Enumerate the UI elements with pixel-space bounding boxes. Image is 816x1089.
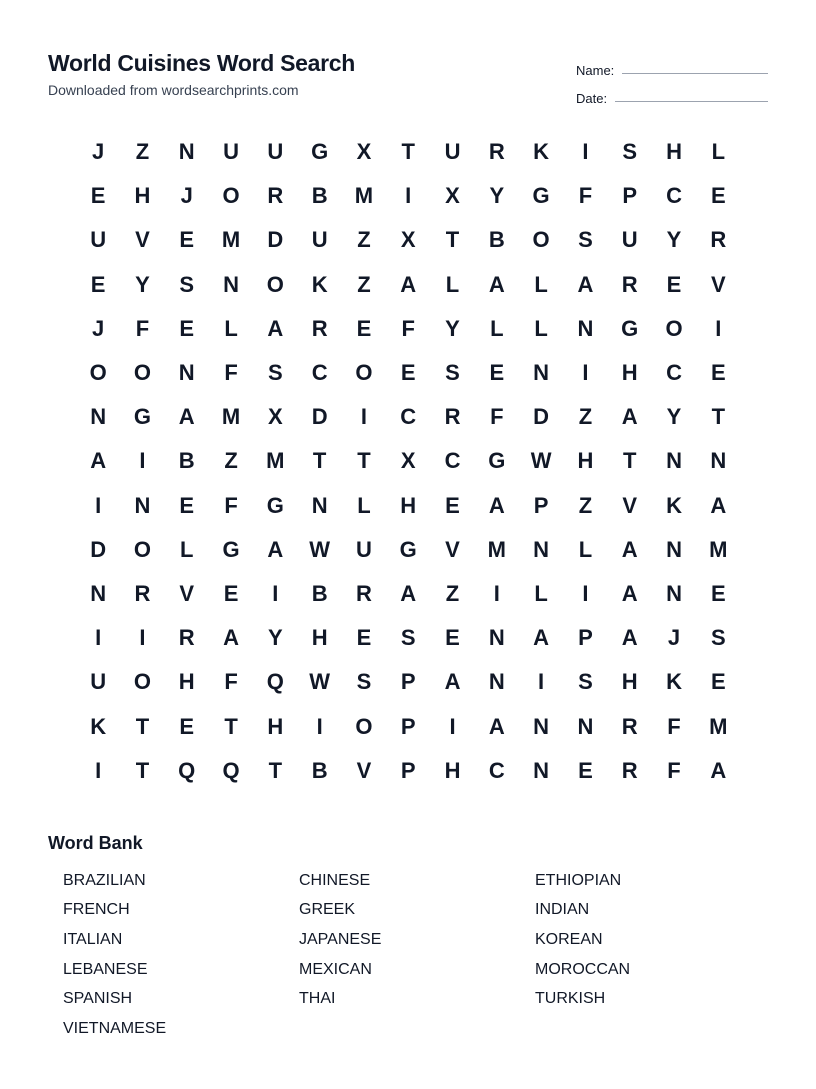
- grid-cell[interactable]: L: [180, 536, 194, 562]
- grid-cell[interactable]: J: [92, 139, 105, 165]
- grid-cell[interactable]: O: [133, 536, 151, 562]
- grid-cell[interactable]: E: [179, 315, 195, 341]
- grid-cell[interactable]: Z: [578, 492, 593, 518]
- grid-cell[interactable]: C: [400, 404, 417, 430]
- grid-cell[interactable]: A: [178, 404, 195, 430]
- grid-cell[interactable]: U: [223, 139, 239, 165]
- grid-cell[interactable]: U: [90, 669, 107, 695]
- grid-cell[interactable]: G: [222, 536, 240, 562]
- grid-cell[interactable]: F: [667, 757, 681, 783]
- grid-cell[interactable]: E: [710, 580, 726, 606]
- grid-cell[interactable]: O: [222, 183, 240, 209]
- grid-cell[interactable]: Z: [357, 227, 371, 253]
- grid-cell[interactable]: L: [534, 315, 548, 341]
- grid-cell[interactable]: X: [400, 448, 416, 474]
- grid-cell[interactable]: I: [582, 139, 589, 165]
- grid-cell[interactable]: H: [621, 669, 638, 695]
- grid-cell[interactable]: O: [355, 360, 373, 386]
- grid-cell[interactable]: N: [311, 492, 328, 518]
- grid-cell[interactable]: E: [356, 315, 372, 341]
- grid-cell[interactable]: A: [710, 757, 727, 783]
- grid-cell[interactable]: M: [354, 183, 374, 209]
- grid-cell[interactable]: E: [710, 360, 726, 386]
- grid-cell[interactable]: H: [134, 183, 151, 209]
- grid-cell[interactable]: E: [90, 271, 106, 297]
- grid-cell[interactable]: R: [267, 183, 284, 209]
- grid-cell[interactable]: A: [621, 404, 638, 430]
- word-bank-item: JAPANESE: [299, 930, 382, 948]
- grid-cell[interactable]: E: [223, 580, 239, 606]
- grid-cell[interactable]: T: [135, 713, 150, 739]
- grid-cell[interactable]: R: [621, 713, 638, 739]
- grid-cell[interactable]: D: [311, 404, 328, 430]
- word-bank-item: INDIAN: [535, 901, 590, 919]
- grid-cell[interactable]: H: [178, 669, 195, 695]
- grid-cell[interactable]: N: [90, 404, 107, 430]
- grid-cell[interactable]: X: [400, 227, 416, 253]
- grid-cell[interactable]: O: [133, 669, 151, 695]
- grid-cell[interactable]: L: [224, 315, 238, 341]
- grid-cell[interactable]: N: [666, 580, 682, 606]
- grid-cell[interactable]: Z: [357, 271, 371, 297]
- grid-cell[interactable]: I: [405, 183, 412, 209]
- grid-cell[interactable]: K: [666, 492, 682, 518]
- grid-cell[interactable]: M: [709, 713, 728, 739]
- grid-cell[interactable]: G: [532, 183, 550, 209]
- grid-cell[interactable]: I: [139, 448, 146, 474]
- grid-cell[interactable]: U: [90, 227, 107, 253]
- grid-cell[interactable]: Y: [267, 625, 283, 651]
- grid-cell[interactable]: Q: [222, 757, 240, 783]
- grid-cell[interactable]: E: [179, 227, 195, 253]
- grid-cell[interactable]: Z: [445, 580, 460, 606]
- grid-cell[interactable]: Y: [135, 271, 150, 297]
- grid-cell[interactable]: M: [221, 227, 241, 253]
- grid-cell[interactable]: R: [621, 757, 638, 783]
- grid-cell[interactable]: B: [311, 580, 328, 606]
- grid-cell[interactable]: V: [445, 536, 460, 562]
- word-bank-title: Word Bank: [48, 833, 143, 853]
- grid-cell[interactable]: G: [133, 404, 151, 430]
- grid-cell[interactable]: E: [179, 492, 195, 518]
- grid-cell[interactable]: O: [665, 315, 683, 341]
- grid-cell[interactable]: U: [267, 139, 284, 165]
- grid-cell[interactable]: Q: [266, 669, 284, 695]
- grid-cell[interactable]: K: [90, 713, 107, 739]
- grid-cell[interactable]: I: [272, 580, 279, 606]
- grid-cell[interactable]: E: [445, 492, 460, 518]
- grid-cell[interactable]: A: [488, 492, 505, 518]
- grid-cell[interactable]: T: [401, 139, 415, 165]
- grid-cell[interactable]: L: [578, 536, 593, 562]
- letter-grid[interactable]: [76, 130, 740, 793]
- grid-cell[interactable]: N: [223, 271, 239, 297]
- word-bank-item: THAI: [299, 990, 336, 1008]
- grid-cell[interactable]: A: [400, 580, 417, 606]
- grid-cell[interactable]: I: [493, 580, 500, 606]
- grid-cell[interactable]: I: [582, 580, 589, 606]
- grid-cell[interactable]: C: [444, 448, 461, 474]
- grid-cell[interactable]: U: [444, 139, 461, 165]
- grid-cell[interactable]: G: [311, 139, 329, 165]
- grid-cell[interactable]: T: [224, 713, 238, 739]
- grid-cell[interactable]: R: [710, 227, 727, 253]
- grid-cell[interactable]: B: [488, 227, 505, 253]
- grid-cell[interactable]: V: [356, 757, 372, 783]
- grid-cell[interactable]: I: [449, 713, 456, 739]
- grid-cell[interactable]: Z: [135, 139, 150, 165]
- grid-cell[interactable]: X: [445, 183, 460, 209]
- grid-cell[interactable]: O: [266, 271, 284, 297]
- grid-cell[interactable]: T: [711, 404, 726, 430]
- grid-cell[interactable]: P: [400, 669, 416, 695]
- word-bank-item: FRENCH: [63, 901, 130, 919]
- word-bank-item: ITALIAN: [63, 930, 123, 948]
- grid-cell[interactable]: L: [534, 580, 548, 606]
- grid-cell[interactable]: I: [582, 360, 589, 386]
- grid-cell[interactable]: E: [710, 669, 726, 695]
- grid-cell[interactable]: I: [715, 315, 722, 341]
- grid-cell[interactable]: I: [95, 492, 102, 518]
- grid-cell[interactable]: K: [311, 271, 328, 297]
- page-subtitle: Downloaded from wordsearchprints.com: [48, 82, 299, 98]
- name-line[interactable]: [622, 73, 768, 74]
- grid-cell[interactable]: M: [221, 404, 241, 430]
- grid-cell[interactable]: N: [666, 536, 682, 562]
- grid-cell[interactable]: L: [534, 271, 548, 297]
- grid-cell[interactable]: L: [490, 315, 504, 341]
- word-bank: [63, 866, 771, 1044]
- grid-cell[interactable]: A: [267, 536, 284, 562]
- grid-cell[interactable]: L: [711, 139, 726, 165]
- grid-cell[interactable]: P: [533, 492, 549, 518]
- grid-cell[interactable]: A: [533, 625, 550, 651]
- grid-cell[interactable]: S: [622, 139, 638, 165]
- grid-cell[interactable]: V: [710, 271, 726, 297]
- grid-cell[interactable]: F: [401, 315, 415, 341]
- grid-cell[interactable]: A: [621, 580, 638, 606]
- grid-cell[interactable]: T: [622, 448, 637, 474]
- word-bank-item: TURKISH: [535, 990, 606, 1008]
- grid-cell[interactable]: D: [267, 227, 284, 253]
- grid-cell[interactable]: C: [488, 757, 505, 783]
- word-bank-item: LEBANESE: [63, 960, 148, 978]
- grid-cell[interactable]: I: [95, 625, 102, 651]
- grid-cell[interactable]: H: [621, 360, 638, 386]
- grid-cell[interactable]: Y: [666, 227, 682, 253]
- grid-cell[interactable]: A: [577, 271, 594, 297]
- word-bank-item: SPANISH: [63, 990, 133, 1008]
- word-bank-item: CHINESE: [299, 871, 371, 889]
- grid-cell[interactable]: T: [312, 448, 327, 474]
- grid-cell[interactable]: V: [179, 580, 195, 606]
- grid-cell[interactable]: I: [316, 713, 323, 739]
- grid-cell[interactable]: Z: [578, 404, 593, 430]
- grid-cell[interactable]: T: [268, 757, 283, 783]
- grid-cell[interactable]: H: [267, 713, 284, 739]
- grid-cell[interactable]: D: [533, 404, 550, 430]
- grid-cell[interactable]: Y: [445, 315, 460, 341]
- date-field[interactable]: [576, 78, 768, 106]
- grid-cell[interactable]: N: [533, 713, 550, 739]
- grid-cell[interactable]: Z: [224, 448, 238, 474]
- grid-cell[interactable]: T: [357, 448, 371, 474]
- grid-cell[interactable]: O: [133, 360, 151, 386]
- grid-cell[interactable]: A: [488, 271, 505, 297]
- grid-cell[interactable]: E: [666, 271, 682, 297]
- grid-cell[interactable]: I: [360, 404, 367, 430]
- grid-cell[interactable]: A: [223, 625, 239, 651]
- header: [48, 50, 355, 98]
- date-line[interactable]: [615, 101, 768, 102]
- grid-cell[interactable]: G: [399, 536, 417, 562]
- grid-cell[interactable]: O: [89, 360, 107, 386]
- grid-cell[interactable]: P: [578, 625, 593, 651]
- grid-cell[interactable]: N: [90, 580, 107, 606]
- student-fields: [576, 50, 768, 106]
- name-label: Name:: [576, 63, 615, 78]
- grid-cell[interactable]: H: [666, 139, 682, 165]
- grid-cell[interactable]: S: [445, 360, 460, 386]
- grid-cell[interactable]: A: [267, 315, 284, 341]
- grid-cell[interactable]: K: [533, 139, 550, 165]
- grid-cell[interactable]: N: [488, 625, 505, 651]
- grid-cell[interactable]: N: [178, 360, 195, 386]
- grid-cell[interactable]: O: [355, 713, 373, 739]
- grid-cell[interactable]: F: [490, 404, 504, 430]
- grid-cell[interactable]: N: [533, 536, 550, 562]
- grid-cell[interactable]: M: [266, 448, 285, 474]
- grid-cell[interactable]: P: [400, 757, 416, 783]
- word-bank-item: ETHIOPIAN: [535, 871, 622, 889]
- grid-cell[interactable]: R: [355, 580, 372, 606]
- grid-cell[interactable]: G: [266, 492, 284, 518]
- grid-cell[interactable]: I: [538, 669, 545, 695]
- grid-cell[interactable]: E: [356, 625, 372, 651]
- grid-cell[interactable]: E: [400, 360, 416, 386]
- grid-cell[interactable]: F: [135, 315, 150, 341]
- grid-cell[interactable]: T: [135, 757, 150, 783]
- grid-cell[interactable]: H: [400, 492, 417, 518]
- grid-cell[interactable]: V: [135, 227, 150, 253]
- word-bank-item: MEXICAN: [299, 960, 372, 978]
- grid-cell[interactable]: M: [487, 536, 506, 562]
- date-label: Date:: [576, 91, 608, 106]
- grid-cell[interactable]: N: [577, 713, 594, 739]
- grid-cell[interactable]: E: [489, 360, 505, 386]
- grid-cell[interactable]: I: [95, 757, 102, 783]
- grid-cell[interactable]: U: [621, 227, 638, 253]
- grid-cell[interactable]: H: [444, 757, 461, 783]
- grid-cell[interactable]: R: [621, 271, 638, 297]
- grid-cell[interactable]: X: [267, 404, 283, 430]
- grid-cell[interactable]: U: [355, 536, 372, 562]
- grid-cell[interactable]: L: [357, 492, 371, 518]
- grid-cell[interactable]: A: [400, 271, 417, 297]
- grid-cell[interactable]: O: [532, 227, 550, 253]
- grid-cell[interactable]: S: [578, 669, 593, 695]
- word-bank-item: GREEK: [299, 901, 356, 919]
- grid-cell[interactable]: W: [309, 669, 331, 695]
- grid-cell[interactable]: B: [311, 757, 328, 783]
- grid-cell[interactable]: F: [578, 183, 593, 209]
- grid-cell[interactable]: P: [400, 713, 416, 739]
- grid-cell[interactable]: J: [667, 625, 681, 651]
- grid-cell[interactable]: U: [311, 227, 328, 253]
- grid-cell[interactable]: P: [622, 183, 638, 209]
- grid-cell[interactable]: J: [180, 183, 193, 209]
- grid-cell[interactable]: R: [311, 315, 328, 341]
- grid-cell[interactable]: X: [356, 139, 372, 165]
- grid-cell[interactable]: N: [666, 448, 682, 474]
- grid-cell[interactable]: R: [488, 139, 505, 165]
- grid-cell[interactable]: F: [667, 713, 681, 739]
- grid-cell[interactable]: C: [311, 360, 328, 386]
- word-bank-item: BRAZILIAN: [63, 871, 146, 889]
- grid-cell[interactable]: E: [710, 183, 726, 209]
- grid-cell[interactable]: M: [709, 536, 728, 562]
- grid-cell[interactable]: A: [488, 713, 505, 739]
- word-bank-item: VIETNAMESE: [63, 1019, 167, 1037]
- grid-cell[interactable]: I: [139, 625, 146, 651]
- grid-cell[interactable]: L: [445, 271, 460, 297]
- grid-cell[interactable]: N: [178, 139, 195, 165]
- grid-cell[interactable]: E: [578, 757, 593, 783]
- word-bank-item: KOREAN: [535, 930, 603, 948]
- grid-cell[interactable]: N: [488, 669, 505, 695]
- grid-cell[interactable]: E: [445, 625, 460, 651]
- grid-cell[interactable]: H: [311, 625, 328, 651]
- grid-cell[interactable]: W: [309, 536, 331, 562]
- grid-cell[interactable]: E: [179, 713, 195, 739]
- grid-cell[interactable]: R: [134, 580, 151, 606]
- grid-cell[interactable]: E: [90, 183, 106, 209]
- grid-cell[interactable]: C: [666, 360, 682, 386]
- grid-cell[interactable]: S: [267, 360, 283, 386]
- grid-cell[interactable]: N: [533, 757, 550, 783]
- grid-cell[interactable]: W: [530, 448, 552, 474]
- grid-cell[interactable]: S: [578, 227, 593, 253]
- grid-cell[interactable]: S: [179, 271, 195, 297]
- grid-cell[interactable]: Q: [178, 757, 196, 783]
- grid-cell[interactable]: A: [621, 625, 638, 651]
- grid-cell[interactable]: B: [178, 448, 195, 474]
- grid-cell[interactable]: F: [224, 492, 238, 518]
- name-field[interactable]: [576, 50, 768, 78]
- grid-cell[interactable]: G: [488, 448, 506, 474]
- grid-cell[interactable]: B: [311, 183, 328, 209]
- grid-cell[interactable]: F: [224, 360, 238, 386]
- grid-cell[interactable]: A: [90, 448, 107, 474]
- grid-cell[interactable]: V: [622, 492, 638, 518]
- grid-cell[interactable]: A: [444, 669, 461, 695]
- grid-cell[interactable]: D: [90, 536, 107, 562]
- grid-cell[interactable]: S: [400, 625, 416, 651]
- grid-cell[interactable]: C: [666, 183, 682, 209]
- grid-cell[interactable]: R: [178, 625, 195, 651]
- grid-cell[interactable]: H: [577, 448, 594, 474]
- grid-cell[interactable]: A: [710, 492, 727, 518]
- grid-cell[interactable]: N: [577, 315, 594, 341]
- grid-cell[interactable]: R: [444, 404, 461, 430]
- page-title: World Cuisines Word Search: [48, 50, 356, 76]
- grid-cell[interactable]: N: [134, 492, 151, 518]
- grid-cell[interactable]: N: [533, 360, 550, 386]
- grid-cell[interactable]: Y: [666, 404, 682, 430]
- grid-cell[interactable]: S: [710, 625, 726, 651]
- grid-cell[interactable]: G: [621, 315, 639, 341]
- grid-cell[interactable]: A: [621, 536, 638, 562]
- grid-cell[interactable]: J: [92, 315, 105, 341]
- grid-cell[interactable]: K: [666, 669, 682, 695]
- grid-cell[interactable]: T: [445, 227, 460, 253]
- grid-cell[interactable]: F: [224, 669, 238, 695]
- word-bank-item: MOROCCAN: [535, 960, 631, 978]
- grid-cell[interactable]: S: [356, 669, 372, 695]
- grid-cell[interactable]: N: [710, 448, 727, 474]
- grid-cell[interactable]: Y: [489, 183, 505, 209]
